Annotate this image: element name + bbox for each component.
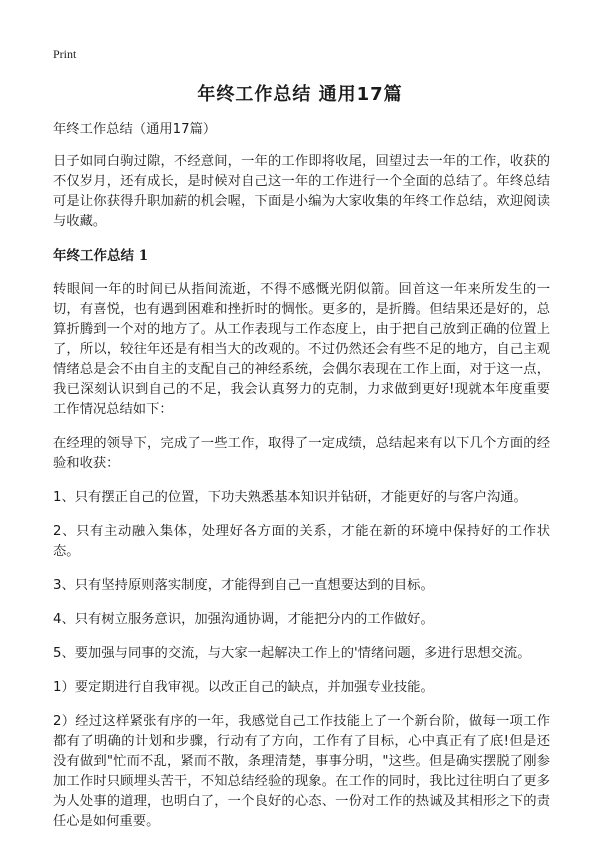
sub-list-item: 1）要定期进行自我审视。以改正自己的缺点，并加强专业技能。 [53,680,434,695]
body-paragraph: 转眼间一年的时间已从指间流逝，不得不感慨光阴似箭。回首这一年来所发生的一切，有喜悦，也有遇到困难和挫折时的惆怅。更多的，是折腾。但结果还是好的，总算折腾到一个对的地方了。从工作表现与工作态度上，由于把自己放到正确的位置上了，所以，较往年还是有相当大的改观的。不过仍然还会有些不足的地方，自己主观情绪总是会不由自主的支配自己的神经系统，会偶尔表现在工作上面，对于这一点，我已深刻认识到自己的不足，我会认真努力的克制，力求做到更好!现就本年度重要工作情况总结如下： [53,282,550,417]
print-label: Print [53,47,77,61]
list-item: 4、只有树立服务意识，加强沟通协调，才能把分内的工作做好。 [53,612,434,627]
list-item: 5、要加强与同事的交流，与大家一起解决工作上的'情绪问题，多进行思想交流。 [53,646,531,661]
sub-list-item: 2）经过这样紧张有序的一年，我感觉自己工作技能上了一个新台阶，做每一项工作都有了明确的计划和步骤，行动有了方向，工作有了目标，心中真正有了底!但是还没有做到"忙而不乱，紧而不散，条理清楚，事事分明，"这些。但是确实摆脱了刚参加工作时只顾埋头苦干，不知总结经验的现象。在工作的同时，我比过往明白了更多为人处事的道理，也明白了，一个良好的心态、一份对工作的热诚及其相形之下的责任心是如何重要。 [53,714,550,829]
list-item: 3、只有坚持原则落实制度，才能得到自己一直想要达到的目标。 [53,578,434,593]
document-body [53,120,550,846]
list-item: 1、只有摆正自己的位置，下功夫熟悉基本知识并钻研，才能更好的与客户沟通。 [53,490,527,505]
list-item: 2、只有主动融入集体，处理好各方面的关系，才能在新的环境中保持好的工作状态。 [53,524,550,559]
body-paragraph: 在经理的领导下，完成了一些工作，取得了一定成绩，总结起来有以下几个方面的经验和收获： [53,436,550,471]
intro-paragraph: 日子如同白驹过隙，不经意间，一年的工作即将收尾，回望过去一年的工作，收获的不仅岁月，还有成长，是时候对自己这一年的工作进行一个全面的总结了。年终总结可是让你获得升职加薪的机会喔，下面是小编为大家收集的年终工作总结，欢迎阅读与收藏。 [53,154,550,229]
section-heading: 年终工作总结 1 [53,248,149,264]
document-subtitle: 年终工作总结（通用17篇） [53,122,217,137]
document-title: 年终工作总结 通用17篇 [197,84,403,105]
